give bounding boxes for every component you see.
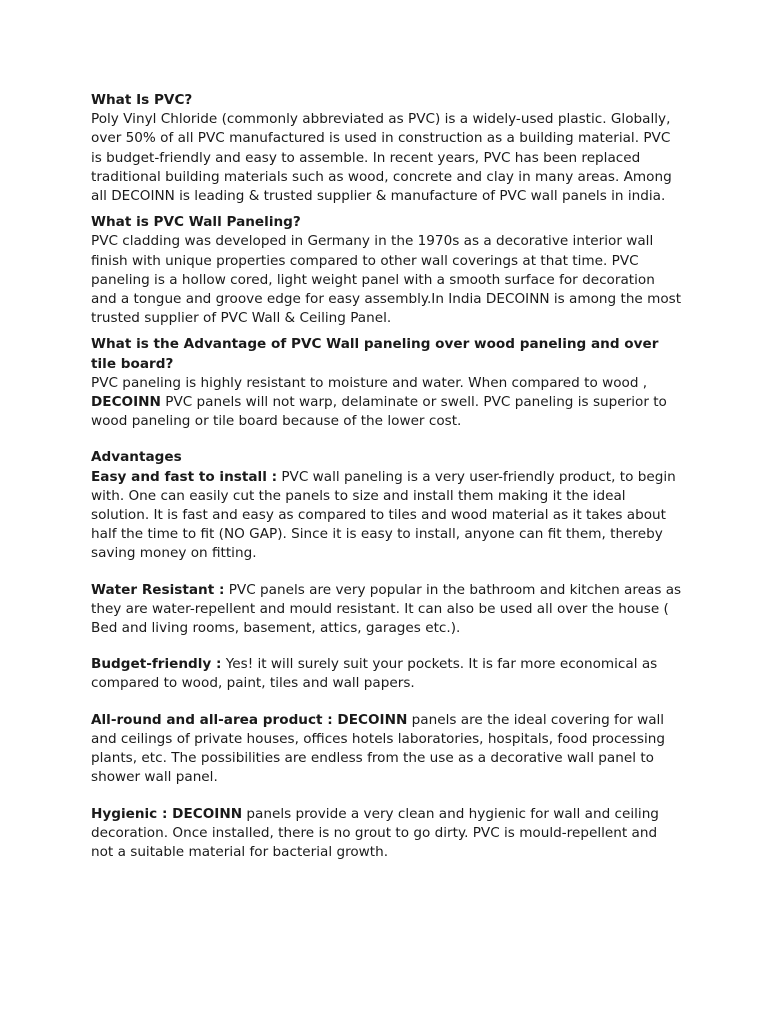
heading-what-is-pvc: What Is PVC?: [91, 92, 193, 108]
heading-pvc-wall-paneling: What is PVC Wall Paneling?: [91, 214, 301, 231]
heading-advantage-over-wood: What is the Advantage of PVC Wall paneling over wood paneling and over tile board?: [91, 336, 659, 372]
advantage-text: PVC panels are very popular in the bathroom and kitchen areas as they are water-repellent and mould resistant. It can also be used all over the house ( Bed and living rooms, basement, attics, garages etc.).: [91, 581, 682, 637]
brand-name: DECOINN: [167, 805, 243, 822]
advantage-budget-friendly: [91, 655, 683, 693]
advantage-label: Water Resistant :: [91, 581, 225, 598]
advantage-text: Yes! it will surely suit your pockets. It is far more economical as compared to wood, paint, tiles and wall papers.: [91, 656, 658, 692]
paragraph-text: PVC paneling is highly resistant to moisture and water. When compared to wood ,: [91, 374, 648, 391]
advantage-easy-install: [91, 468, 683, 564]
advantage-water-resistant: [91, 581, 683, 639]
advantage-hygienic: [91, 805, 683, 863]
advantage-label: All-round and all-area product :: [91, 711, 333, 728]
advantage-label: Hygienic :: [91, 805, 168, 822]
paragraph-advantage-over-wood: [91, 374, 683, 432]
document-page: [91, 91, 683, 862]
heading-advantages: Advantages: [91, 449, 182, 466]
advantage-text: panels are the ideal covering for wall and ceilings of private houses, offices hotels laboratories, hospitals, food processing plants, etc. The possibilities are endless from the use as a decorative wall panel to shower wall panel.: [91, 711, 666, 786]
brand-name: DECOINN: [91, 394, 161, 411]
advantage-text: PVC wall paneling is a very user-friendly product, to begin with. One can easily cut the panels to size and install them making it the ideal solution. It is fast and easy as compared to tiles and wood material as it takes about half the time to fit (NO GAP). Since it is easy to install, anyone can fit them, thereby saving money on fitting.: [91, 468, 676, 562]
paragraph-text: PVC panels will not warp, delaminate or swell. PVC paneling is superior to wood paneling or tile board because of the lower cost.: [91, 394, 667, 430]
paragraph-pvc-wall-paneling: PVC cladding was developed in Germany in the 1970s as a decorative interior wall finish with unique properties compared to other wall coverings at that time. PVC paneling is a hollow cored, light weight panel with a smooth surface for decoration and a tongue and groove edge for easy assembly.In India DECOINN is among the most trusted supplier of PVC Wall & Ceiling Panel.: [91, 233, 682, 327]
brand-name: DECOINN: [332, 711, 408, 728]
advantage-label: Easy and fast to install :: [91, 468, 278, 485]
paragraph-what-is-pvc: Poly Vinyl Chloride (commonly abbreviated as PVC) is a widely-used plastic. Globally, over 50% of all PVC manufactured is used in construction as a building material. PVC is budget-friendly and easy to assemble. In recent years, PVC has been replaced traditional building materials such as wood, concrete and clay in many areas. Among all DECOINN is leading & trusted supplier & manufacture of PVC wall panels in india.: [91, 111, 672, 205]
advantage-all-round: [91, 711, 683, 788]
advantage-label: Budget-friendly :: [91, 656, 222, 673]
advantage-text: panels provide a very clean and hygienic for wall and ceiling decoration. Once installed, there is no grout to go dirty. PVC is mould-repellent and not a suitable material for bacterial growth.: [91, 805, 659, 860]
